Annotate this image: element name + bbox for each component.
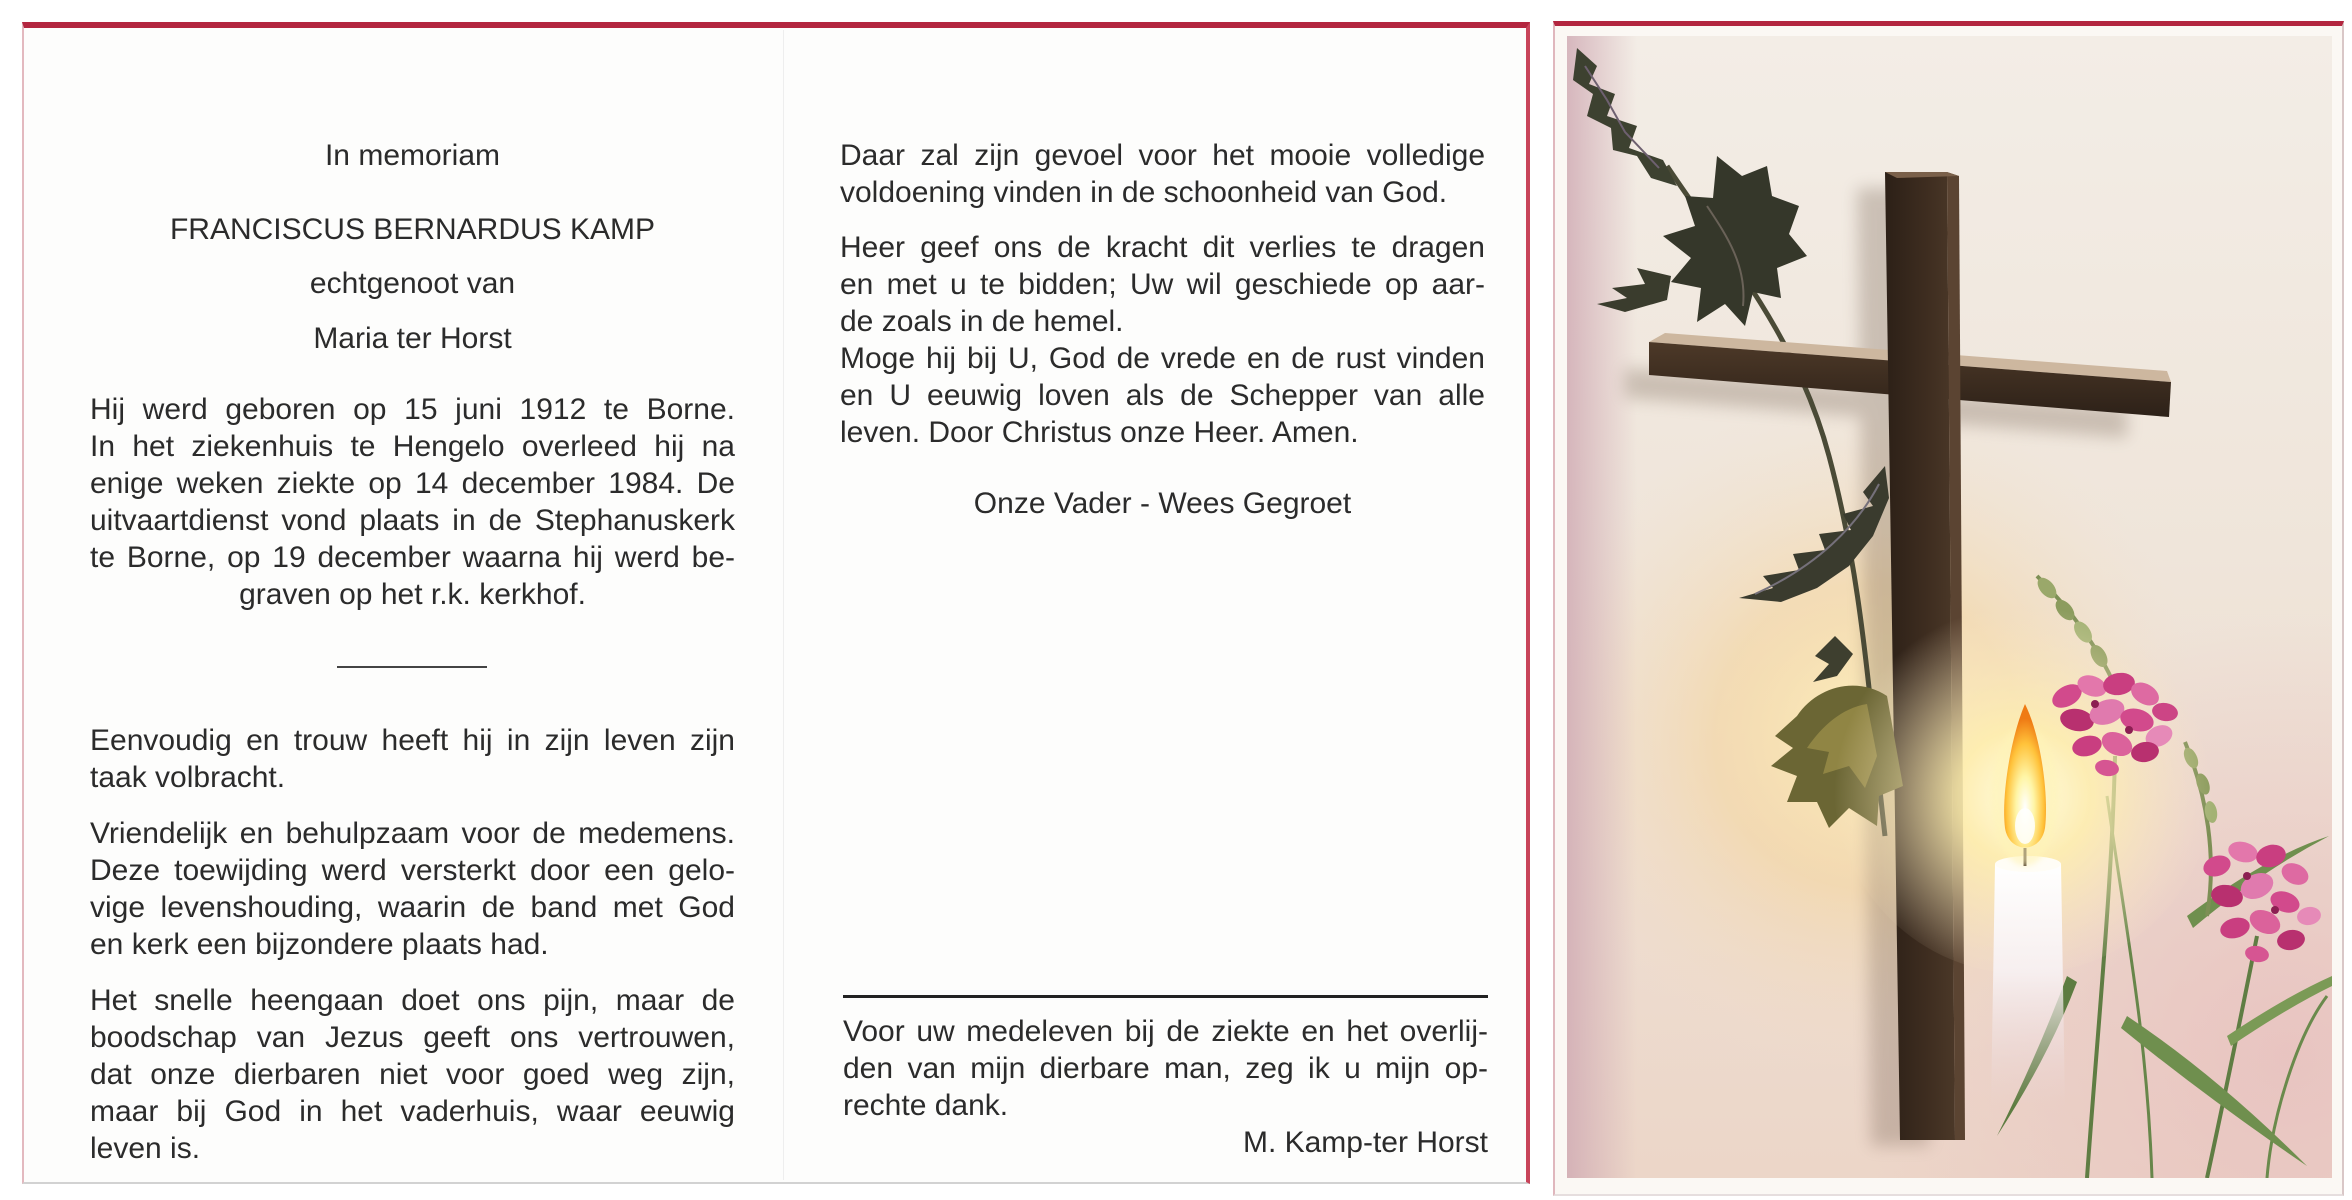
- reflection-paragraph-2: [90, 815, 735, 963]
- paragraph-line: vige levenshouding, waarin de band met God: [90, 891, 735, 924]
- paragraph-line: Daar zal zijn gevoel voor het mooie volledige: [840, 139, 1485, 172]
- paragraph-line: leven is.: [90, 1132, 201, 1165]
- paragraph-line: boodschap van Jezus geeft ons vertrouwen,: [90, 1021, 735, 1054]
- biography-paragraph: [90, 391, 735, 613]
- paragraph-line: leven. Door Christus onze Heer. Amen.: [840, 416, 1359, 449]
- paragraph-line: voldoening vinden in de schoonheid van God.: [840, 176, 1448, 209]
- card-fold-crease: [783, 30, 784, 1180]
- thanks-divider: [843, 995, 1488, 998]
- paragraph-line: Hij werd geboren op 15 juni 1912 te Borne.: [90, 393, 735, 426]
- flame-core: [2015, 808, 2035, 844]
- spouse-name: Maria ter Horst: [313, 322, 512, 355]
- flower-center: [2125, 726, 2133, 734]
- paragraph-line: Deze toewijding werd versterkt door een gelo-: [90, 854, 735, 887]
- reflection-paragraph-3: [90, 982, 735, 1167]
- paragraph-line: dat onze dierbaren niet voor goed weg zijn,: [90, 1058, 735, 1091]
- paragraph-line: de zoals in de hemel.: [840, 305, 1124, 338]
- paragraph-line: uitvaartdienst vond plaats in de Stephanuskerk: [90, 504, 735, 537]
- named-prayers: Onze Vader - Wees Gegroet: [973, 487, 1352, 520]
- prayer-paragraph: [840, 229, 1485, 451]
- flower-center: [2271, 906, 2279, 914]
- paragraph-line: Moge hij bij U, God de vrede en de rust vinden: [840, 342, 1485, 375]
- candle-body: [1991, 864, 2065, 1106]
- paragraph-line: en U eeuwig loven als de Schepper van alle: [840, 379, 1485, 412]
- paragraph-line: te Borne, op 19 december waarna hij werd be-: [90, 541, 735, 574]
- paragraph-line: maar bij God in het vaderhuis, waar eeuwig: [90, 1095, 735, 1128]
- paragraph-line: den van mijn dierbare man, zeg ik u mijn op-: [843, 1052, 1488, 1085]
- reflection-paragraph-1: [90, 722, 735, 796]
- paragraph-line: Vriendelijk en behulpzaam voor de medemens.: [90, 817, 735, 850]
- paragraph-line: Voor uw medeleven bij de ziekte en het overlij-: [843, 1015, 1488, 1048]
- signature: M. Kamp-ter Horst: [1242, 1126, 1488, 1159]
- paragraph-line: taak volbracht.: [90, 761, 286, 794]
- photo-left-edge-tint: [1567, 36, 1637, 1178]
- thanks-paragraph: [843, 1013, 1488, 1124]
- paragraph-line: en met u te bidden; Uw wil geschiede op aar-: [840, 268, 1485, 301]
- paragraph-line: Het snelle heengaan doet ons pijn, maar de: [90, 984, 735, 1017]
- cross-candle-photo: [1567, 36, 2332, 1178]
- memoriam-heading: In memoriam: [324, 139, 501, 172]
- paragraph-line: en kerk een bijzondere plaats had.: [90, 928, 549, 961]
- paragraph-line: In het ziekenhuis te Hengelo overleed hij na: [90, 430, 735, 463]
- flower-center: [2243, 872, 2251, 880]
- relation-label: echtgenoot van: [309, 267, 516, 300]
- paragraph-line: Heer geef ons de kracht dit verlies te dragen: [840, 231, 1485, 264]
- flower-center: [2091, 700, 2099, 708]
- section-divider: [337, 666, 487, 668]
- photo-illustration: [1567, 36, 2332, 1178]
- reflection-paragraph-4: [840, 137, 1485, 211]
- paragraph-line: Eenvoudig en trouw heeft hij in zijn leven zijn: [90, 724, 735, 757]
- paragraph-line: rechte dank.: [843, 1089, 1009, 1122]
- paragraph-line: enige weken ziekte op 14 december 1984. De: [90, 467, 735, 500]
- paragraph-line: graven op het r.k. kerkhof.: [239, 578, 586, 611]
- deceased-name: FRANCISCUS BERNARDUS KAMP: [169, 213, 656, 246]
